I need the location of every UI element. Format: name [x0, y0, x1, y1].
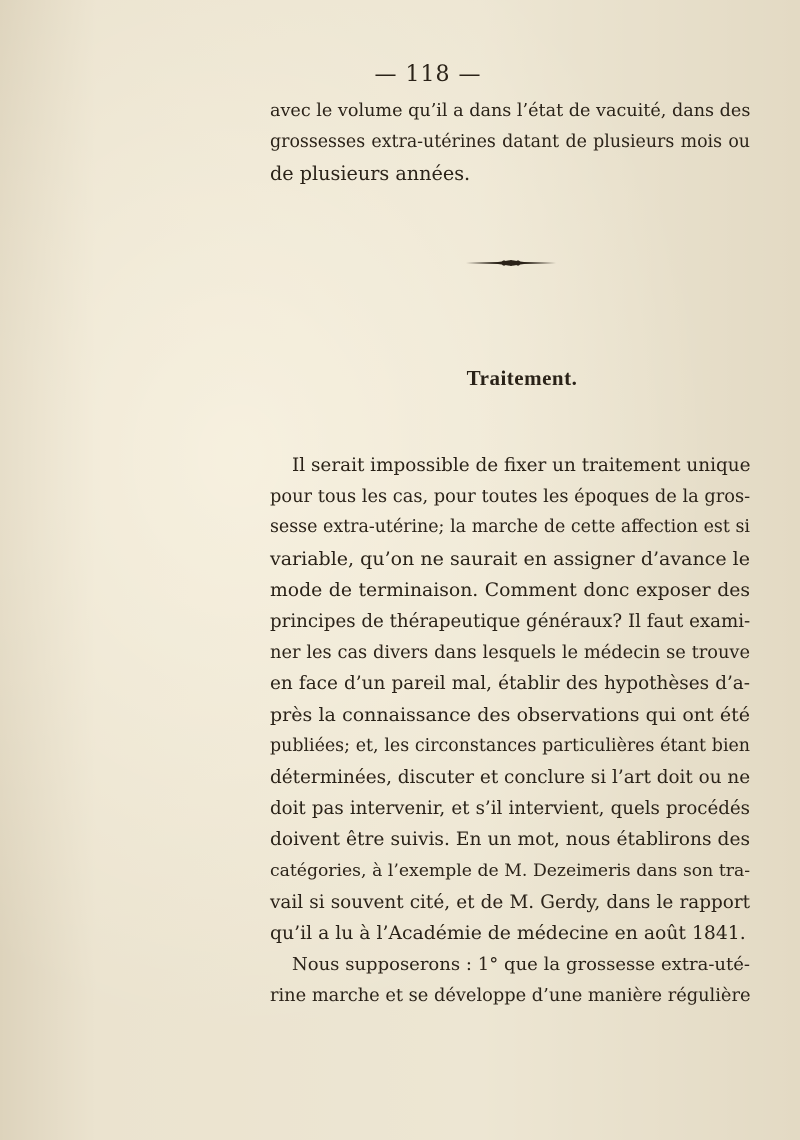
text-line: pour tous les cas, pour toutes les époques de la gros- — [270, 486, 751, 508]
text-line: doit pas intervenir, et s’il intervient, quels procédés — [270, 798, 750, 820]
section-title: Traitement. — [466, 366, 578, 390]
text-line: Nous supposerons : 1° que la grossesse extra-uté- — [292, 954, 750, 976]
text-line: mode de terminaison. Comment donc exposer des — [270, 579, 750, 601]
text-line: ner les cas divers dans lesquels le médecin se trouve — [270, 642, 750, 664]
decorative-rule-icon — [464, 256, 558, 270]
top-paragraph — [270, 96, 750, 190]
text-line: doivent être suivis. En un mot, nous établirons des — [270, 829, 750, 851]
text-line: de plusieurs années. — [270, 162, 471, 186]
text-line: en face d’un pareil mal, établir des hypothèses d’a- — [270, 673, 750, 695]
text-line: grossesses extra-utérines datant de plusieurs mois ou — [270, 132, 750, 153]
page-number: — 118 — — [374, 62, 482, 87]
text-line: qu’il a lu à l’Académie de médecine en août 1841. — [270, 923, 746, 945]
text-line: avec le volume qu’il a dans l’état de vacuité, dans des — [270, 101, 751, 121]
text-line: publiées; et, les circonstances particulières étant bien — [270, 735, 750, 756]
text-line: vail si souvent cité, et de M. Gerdy, dans le rapport — [270, 891, 750, 913]
main-paragraph — [270, 450, 750, 1012]
text-line: sesse extra-utérine; la marche de cette affection est si — [270, 517, 750, 538]
text-line: rine marche et se développe d’une manière régulière — [270, 985, 751, 1007]
text-line: près la connaissance des observations qui ont été — [270, 703, 750, 726]
text-line: variable, qu’on ne saurait en assigner d’avance le — [270, 547, 750, 570]
text-line: catégories, à l’exemple de M. Dezeimeris dans son tra- — [270, 860, 750, 881]
text-line: principes de thérapeutique généraux? Il faut exami- — [270, 611, 751, 633]
text-line: Il serait impossible de fixer un traitement unique — [292, 455, 751, 476]
text-line: déterminées, discuter et conclure si l’art doit ou ne — [270, 767, 751, 789]
